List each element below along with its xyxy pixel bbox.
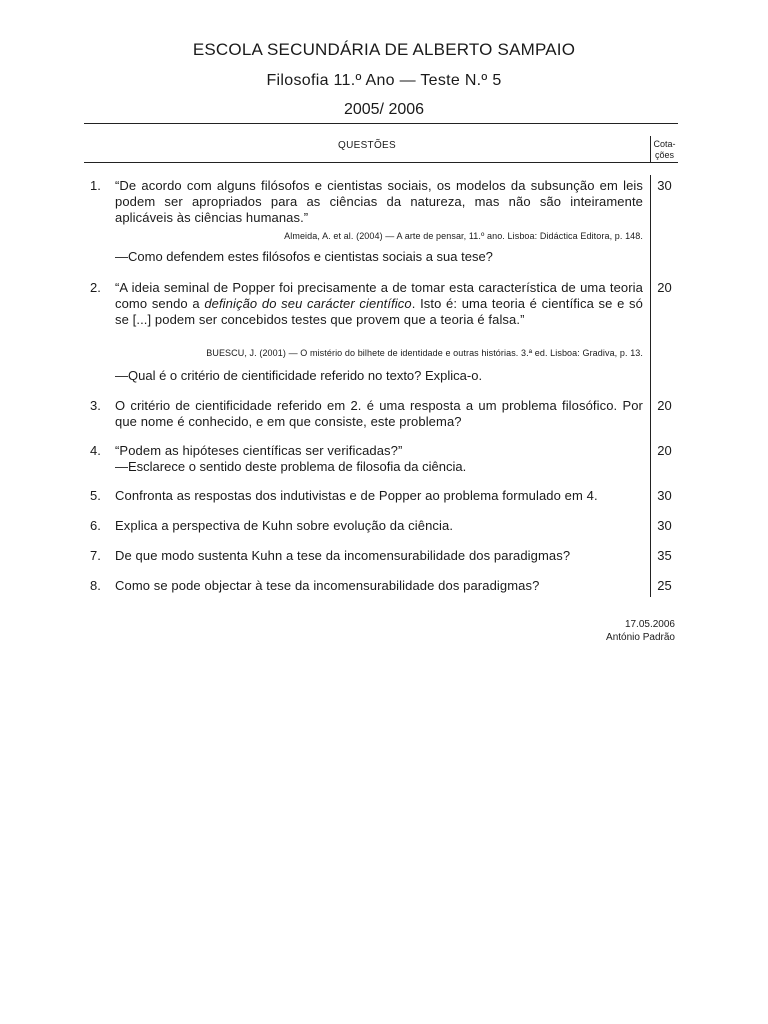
question-number: 7. [90, 548, 101, 563]
points-label-line2: ções [654, 150, 674, 160]
points-column-title [651, 139, 678, 161]
column-divider [650, 136, 651, 163]
question-points: 30 [657, 178, 672, 193]
question-text: “Podem as hipóteses científicas ser verificadas?” [115, 443, 403, 458]
question-number: 6. [90, 518, 101, 533]
question-task: —Esclarece o sentido deste problema de filosofia da ciência. [115, 459, 467, 474]
test-subject: Filosofia 11.º Ano — Teste N.º 5 [266, 72, 502, 89]
question-number: 5. [90, 488, 101, 503]
school-name: ESCOLA SECUNDÁRIA DE ALBERTO SAMPAIO [192, 40, 576, 59]
question-text: Confronta as respostas dos indutivistas e de Popper ao problema formulado em 4. [115, 488, 598, 503]
question-reference: BUESCU, J. (2001) — O mistério do bilhete de identidade e outras histórias. 3.ª ed. Lisboa: Gradiva, p. 13. [206, 348, 643, 358]
question-points: 20 [657, 443, 672, 458]
question-points: 20 [657, 280, 672, 295]
table-header-rule [84, 162, 678, 163]
question-task: —Qual é o critério de cientificidade referido no texto? Explica-o. [115, 368, 483, 383]
school-year: 2005/ 2006 [343, 101, 425, 118]
quote-text: “A ideia seminal de Popper foi precisamente a de tomar esta característica de uma teoria como sendo a [115, 280, 643, 311]
question-text: O critério de cientificidade referido em 2. é uma resposta a um problema filosófico. Por que nome é conhecido, e em que consiste, este problema? [115, 398, 643, 429]
question-points: 30 [657, 518, 672, 533]
question-text: Como se pode objectar à tese da incomensurabilidade dos paradigmas? [115, 578, 540, 593]
question-number: 3. [90, 398, 101, 413]
question-text: Explica a perspectiva de Kuhn sobre evolução da ciência. [115, 518, 454, 533]
signature-block [606, 618, 675, 644]
quote-emphasis: definição do seu carácter científico [204, 296, 412, 311]
question-reference: Almeida, A. et al. (2004) — A arte de pensar, 11.º ano. Lisboa: Didáctica Editora, p. 148. [284, 231, 643, 241]
question-points: 30 [657, 488, 672, 503]
question-quote [115, 280, 643, 328]
question-text: De que modo sustenta Kuhn a tese da incomensurabilidade dos paradigmas? [115, 548, 571, 563]
question-points: 35 [657, 548, 672, 563]
author-name: António Padrão [606, 632, 675, 643]
question-quote: “De acordo com alguns filósofos e cientistas sociais, os modelos da subsunção em leis podem ser apropriados para as ciências da natureza, mas não são inteiramente aplicáveis às ciências humanas.” [115, 178, 643, 225]
questions-column-title: QUESTÕES [338, 140, 396, 151]
column-divider [650, 175, 651, 597]
question-task: —Como defendem estes filósofos e cientistas sociais a sua tese? [115, 249, 493, 264]
question-number: 1. [90, 178, 101, 193]
question-points: 25 [657, 578, 672, 593]
question-number: 2. [90, 280, 101, 295]
header-rule [84, 123, 678, 124]
points-label-line1: Cota- [653, 139, 676, 149]
question-points: 20 [657, 398, 672, 413]
exam-date: 17.05.2006 [624, 619, 675, 630]
quote-text: . Isto é: uma teoria é científica se e só se [...] podem ser concebidos testes que provem que a teoria é falsa.” [115, 296, 643, 327]
question-number: 8. [90, 578, 101, 593]
question-number: 4. [90, 443, 101, 458]
